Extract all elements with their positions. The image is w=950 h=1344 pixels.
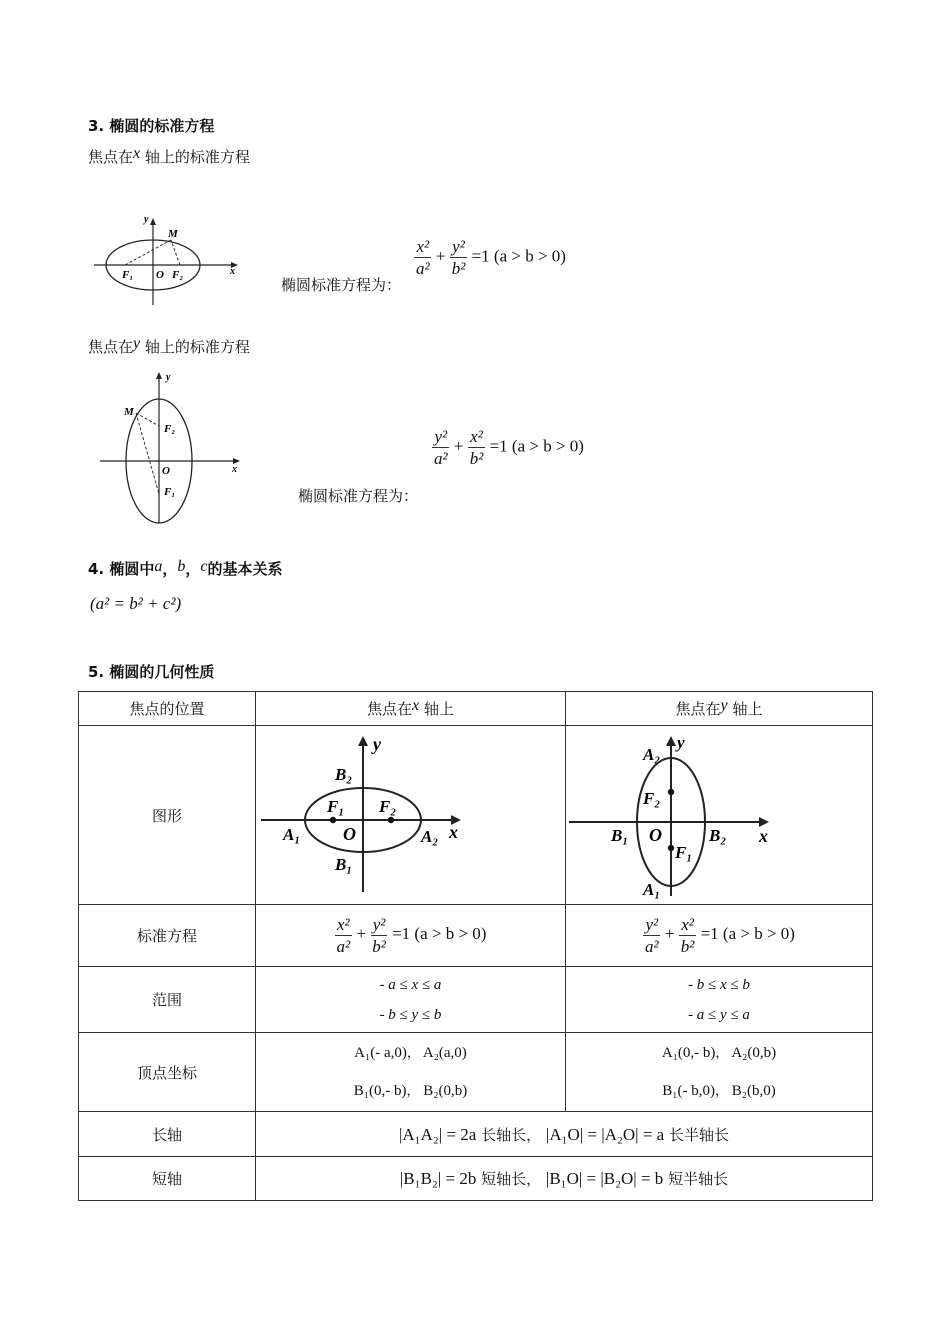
sec4-prefix: 4. 椭圆中: [88, 560, 155, 578]
y-axis-arrow: [358, 736, 368, 746]
teqy-den2: b²: [680, 937, 695, 956]
major-text-2: 长半轴长: [669, 1125, 730, 1144]
table-row-minor: [79, 1157, 873, 1201]
vy-sep1: ，: [715, 1045, 729, 1060]
eqx-num1: x²: [416, 237, 430, 256]
lbl-F1: F₁: [675, 843, 693, 862]
y-focus-suffix: 轴上的标准方程: [144, 338, 250, 356]
eqy-cond: (a > b > 0): [511, 436, 584, 456]
cell-figure-x: [256, 726, 566, 905]
y-focus-caption: [88, 336, 250, 357]
table-row-vertices: [79, 1033, 873, 1112]
range-y-1: - b ≤ x ≤ b: [688, 976, 750, 993]
table-row-std-eq: [79, 905, 873, 967]
y-var: y: [133, 335, 141, 352]
focus-F2: [387, 817, 393, 823]
vx-A2: A₂(a,0): [422, 1045, 467, 1061]
lbl-x: x: [759, 826, 768, 846]
teqy-cond: (a > b > 0): [722, 924, 795, 944]
table-ellipse-y: [569, 730, 869, 900]
row-label-major: 长轴: [79, 1112, 256, 1157]
cell-eq-x: [256, 905, 566, 967]
range-x-1: - a ≤ x ≤ a: [379, 976, 442, 993]
ellipse-x-figure: [92, 210, 244, 310]
standard-equation-y: [432, 428, 584, 467]
table-row-figure: [79, 726, 873, 905]
x-focus-caption: [88, 146, 250, 167]
y-axis-arrow: [666, 736, 676, 746]
major-expr-1: |A₁A₂| = 2a: [398, 1124, 477, 1144]
var-c: c: [200, 558, 208, 575]
eqx-num2: y²: [452, 237, 465, 256]
vy-A1: A₁(0,- b): [661, 1045, 716, 1061]
lbl-F2: F₂: [164, 423, 176, 435]
y-axis-arrow: [150, 218, 156, 225]
vx-B1: B₁(0,- b): [353, 1083, 407, 1099]
vx-A1: A₁(- a,0): [354, 1045, 407, 1061]
table-row-major: [79, 1112, 873, 1157]
lbl-A1: A₁: [643, 880, 661, 899]
lbl-F2: F₂: [378, 797, 396, 816]
ellipse-properties-table: [78, 691, 873, 1201]
lbl-O: O: [649, 825, 662, 845]
sec4-suffix: 的基本关系: [207, 560, 283, 578]
vx-sep2: ，: [406, 1083, 420, 1098]
major-text-1: 长轴长，: [481, 1125, 542, 1144]
teqx-num2: y²: [372, 915, 386, 934]
vy-sep2: ，: [714, 1083, 728, 1098]
vy-B1: B₁(- b,0): [662, 1083, 715, 1099]
teqy-rhs: =1: [700, 924, 719, 944]
eqy-num1: y²: [434, 427, 448, 446]
table-eq-x: [335, 915, 487, 956]
header-x-focus: [256, 692, 566, 726]
table-ellipse-x: [261, 730, 561, 900]
hdr-y-var: y: [720, 697, 728, 714]
eq-label-x: 椭圆标准方程为：: [281, 276, 402, 294]
lbl-F1: F₁: [326, 797, 344, 816]
eqy-rhs: =1: [489, 436, 508, 456]
cell-vertices-y: [566, 1033, 873, 1112]
focal-line-1: [125, 240, 171, 265]
lbl-O: O: [162, 465, 170, 477]
eqy-plus: +: [453, 436, 464, 456]
row-label-vertices: 顶点坐标: [79, 1033, 256, 1112]
y-axis-arrow: [156, 372, 162, 379]
lbl-B1: B₁: [334, 855, 352, 874]
eq-label-y: 椭圆标准方程为：: [298, 487, 419, 505]
section-3-heading: 3. 椭圆的标准方程: [88, 117, 215, 135]
eqx-rhs: =1: [471, 246, 490, 266]
teqy-den1: a²: [645, 937, 659, 956]
hdr-x-prefix: 焦点在: [367, 700, 413, 718]
lbl-y: y: [166, 372, 171, 383]
lbl-A1: A₁: [282, 825, 300, 844]
lbl-M: M: [168, 228, 178, 240]
teqy-num2: x²: [681, 915, 694, 934]
vx-sep1: ，: [406, 1045, 420, 1060]
section-5-heading: 5. 椭圆的几何性质: [88, 663, 215, 681]
lbl-F1: F₁: [122, 269, 134, 281]
lbl-B1: B₁: [611, 826, 629, 845]
var-a: a: [154, 558, 163, 575]
eqy-num2: x²: [470, 427, 483, 446]
hdr-y-suffix: 轴上: [732, 700, 763, 718]
lbl-y: y: [144, 214, 149, 225]
hdr-x-var: x: [412, 697, 420, 714]
focal-line-2: [136, 413, 159, 494]
vy-A2: A₂(0,b): [731, 1045, 777, 1061]
standard-equation-x: [414, 238, 566, 277]
minor-expr-2: |B₁O| = |B₂O| = b: [545, 1169, 664, 1188]
table-eq-y: [643, 915, 795, 956]
lbl-F2: F₂: [643, 789, 661, 808]
row-label-minor: 短轴: [79, 1157, 256, 1201]
lbl-A2: A₂: [643, 745, 661, 764]
teqx-cond: (a > b > 0): [414, 924, 487, 944]
lbl-F2: F₂: [172, 269, 184, 281]
table-row-range: [79, 967, 873, 1033]
lbl-x: x: [230, 266, 235, 277]
row-label-range: 范围: [79, 967, 256, 1033]
eqx-den1: a²: [416, 259, 430, 278]
header-position: 焦点的位置: [79, 692, 256, 726]
lbl-A2: A₂: [420, 827, 438, 846]
major-expr-2: |A₁O| = |A₂O| = a: [545, 1124, 665, 1144]
var-b: b: [177, 558, 186, 575]
cell-major: [256, 1112, 873, 1157]
teqx-rhs: =1: [392, 924, 411, 944]
abc-relation: (a² = b² + c²): [90, 594, 182, 613]
lbl-y: y: [677, 733, 685, 752]
hdr-y-prefix: 焦点在: [675, 700, 721, 718]
row-label-std-eq: 标准方程: [79, 905, 256, 967]
focus-F2: [668, 789, 674, 795]
x-var: x: [133, 145, 141, 162]
ellipse-y-figure: [96, 368, 246, 528]
vy-B2: B₂(b,0): [731, 1083, 776, 1099]
cell-minor: [256, 1157, 873, 1201]
teqx-plus: +: [356, 924, 366, 944]
lbl-O: O: [342, 824, 356, 844]
minor-text-2: 短半轴长: [668, 1170, 729, 1188]
eqy-den1: a²: [434, 449, 448, 468]
cell-eq-y: [566, 905, 873, 967]
lbl-B2: B₂: [709, 826, 727, 845]
row-label-figure: 图形: [79, 726, 256, 905]
range-x-2: - b ≤ y ≤ b: [379, 1006, 442, 1023]
y-focus-prefix: 焦点在: [88, 338, 134, 356]
vx-B2: B₂(0,b): [423, 1083, 468, 1099]
sep-1: ，: [162, 560, 178, 578]
cell-figure-y: [566, 726, 873, 905]
header-y-focus: [566, 692, 873, 726]
lbl-B2: B₂: [334, 765, 352, 784]
teqy-plus: +: [664, 924, 675, 944]
hdr-x-suffix: 轴上: [423, 700, 454, 718]
teqy-num1: y²: [645, 915, 659, 934]
cell-vertices-x: [256, 1033, 566, 1112]
cell-range-y: [566, 967, 873, 1033]
teqx-den1: a²: [336, 937, 351, 956]
focus-F1: [329, 817, 335, 823]
x-focus-suffix: 轴上的标准方程: [144, 148, 250, 166]
eqx-den2: b²: [451, 259, 466, 278]
table-row-header: [79, 692, 873, 726]
focus-F1: [668, 845, 674, 851]
lbl-F1: F₁: [164, 486, 176, 498]
lbl-x: x: [232, 464, 237, 475]
minor-expr-1: |B₁B₂| = 2b: [399, 1169, 477, 1188]
eqx-plus: +: [435, 246, 446, 266]
lbl-O: O: [156, 269, 164, 281]
eqy-den2: b²: [469, 449, 484, 468]
lbl-M: M: [124, 406, 134, 418]
section-4-heading: [88, 558, 283, 579]
lbl-y: y: [372, 734, 381, 754]
lbl-x: x: [448, 822, 458, 842]
cell-range-x: [256, 967, 566, 1033]
x-focus-prefix: 焦点在: [88, 148, 134, 166]
range-y-2: - a ≤ y ≤ a: [688, 1006, 750, 1023]
teqx-den2: b²: [372, 937, 386, 956]
sep-2: ，: [185, 560, 201, 578]
eqx-cond: (a > b > 0): [493, 246, 566, 266]
teqx-num1: x²: [336, 915, 350, 934]
minor-text-1: 短轴长，: [481, 1170, 542, 1188]
